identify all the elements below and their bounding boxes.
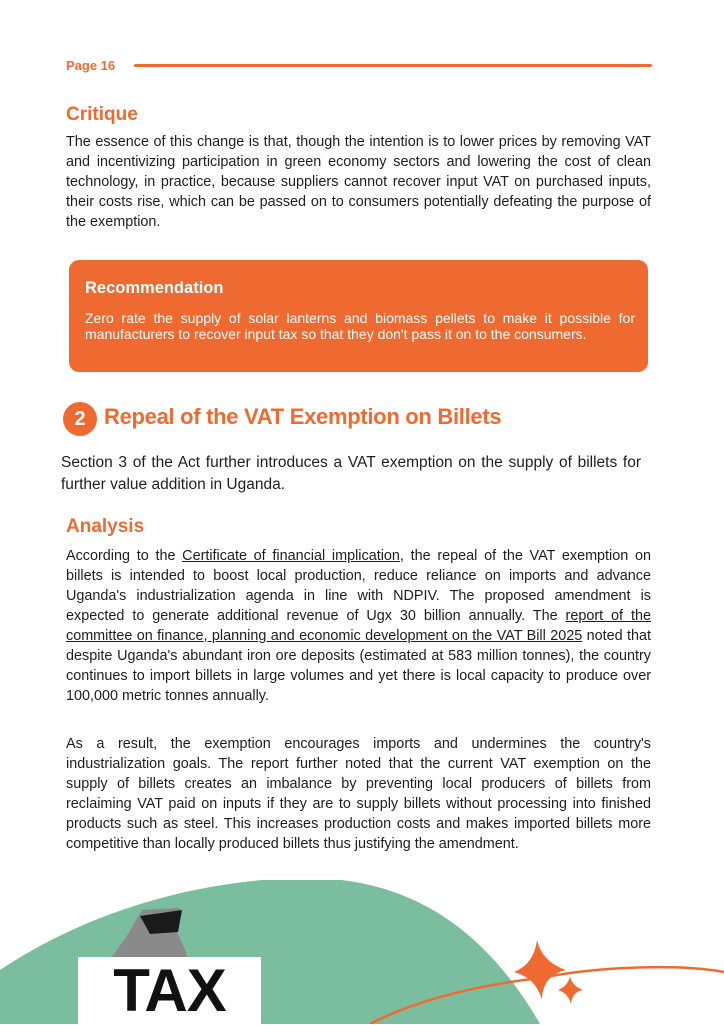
critique-heading: Critique	[66, 104, 138, 125]
section-intro: Section 3 of the Act further introduces a VAT exemption on the supply of billets for further value addition in Uganda.	[61, 454, 641, 493]
analysis-p1-suffix: noted that despite Uganda's abundant iron ore deposits (estimated at 583 million tonnes), the country continues to import billets in large volumes and yet there is local capacity to produce over 100,000 metric tonnes annually.	[66, 628, 651, 704]
certificate-link[interactable]: Certificate of financial implication	[182, 548, 400, 564]
analysis-paragraph-2: As a result, the exemption encourages imports and undermines the country's industrialization goals. The report further noted that the current VAT exemption on the supply of billets creates an imbalance by preventing local producers of billets from reclaiming VAT paid on inputs if they are to supply billets without processing into finished products such as steel. This increases production costs and makes imported billets more competitive than locally produced billets thus justifying the amendment.	[66, 736, 651, 852]
critique-text: The essence of this change is that, though the intention is to lower prices by removing VAT and incentivizing participation in green economy sectors and lowering the cost of clean technology, in practice, because suppliers cannot recover input VAT on purchased inputs, their costs rise, which can be passed on to consumers potentially defeating the purpose of the exemption.	[66, 134, 651, 230]
recommendation-heading: Recommendation	[85, 279, 224, 297]
recommendation-text: Zero rate the supply of solar lanterns and biomass pellets to make it possible for manufacturers to recover input tax so that they don't pass it on to the consumers.	[85, 310, 635, 342]
large-sparkle-icon	[514, 940, 566, 1000]
section-title: Repeal of the VAT Exemption on Billets	[104, 404, 502, 429]
analysis-p1-prefix: According to the	[66, 548, 183, 564]
analysis-heading: Analysis	[66, 516, 145, 537]
recommendation-box	[69, 260, 648, 372]
section-number-badge: 2	[63, 402, 97, 436]
header-rule	[134, 64, 652, 67]
tax-label: TAX	[78, 957, 261, 1024]
small-sparkle-icon	[558, 976, 583, 1004]
analysis-p1-mid: , the repeal of the VAT exemption on billets is intended to boost local production, reduce reliance on imports and advance Uganda's industrialization agenda in line with NDPIV. The proposed amendment is expected to generate additional revenue of Ugx 30 billion annually. The	[66, 548, 651, 624]
page-label: Page 16	[66, 58, 116, 73]
analysis-paragraph-1	[66, 546, 651, 706]
committee-report-link[interactable]: report of the committee on finance, planning and economic development on the VAT Bill 2025	[66, 608, 651, 644]
